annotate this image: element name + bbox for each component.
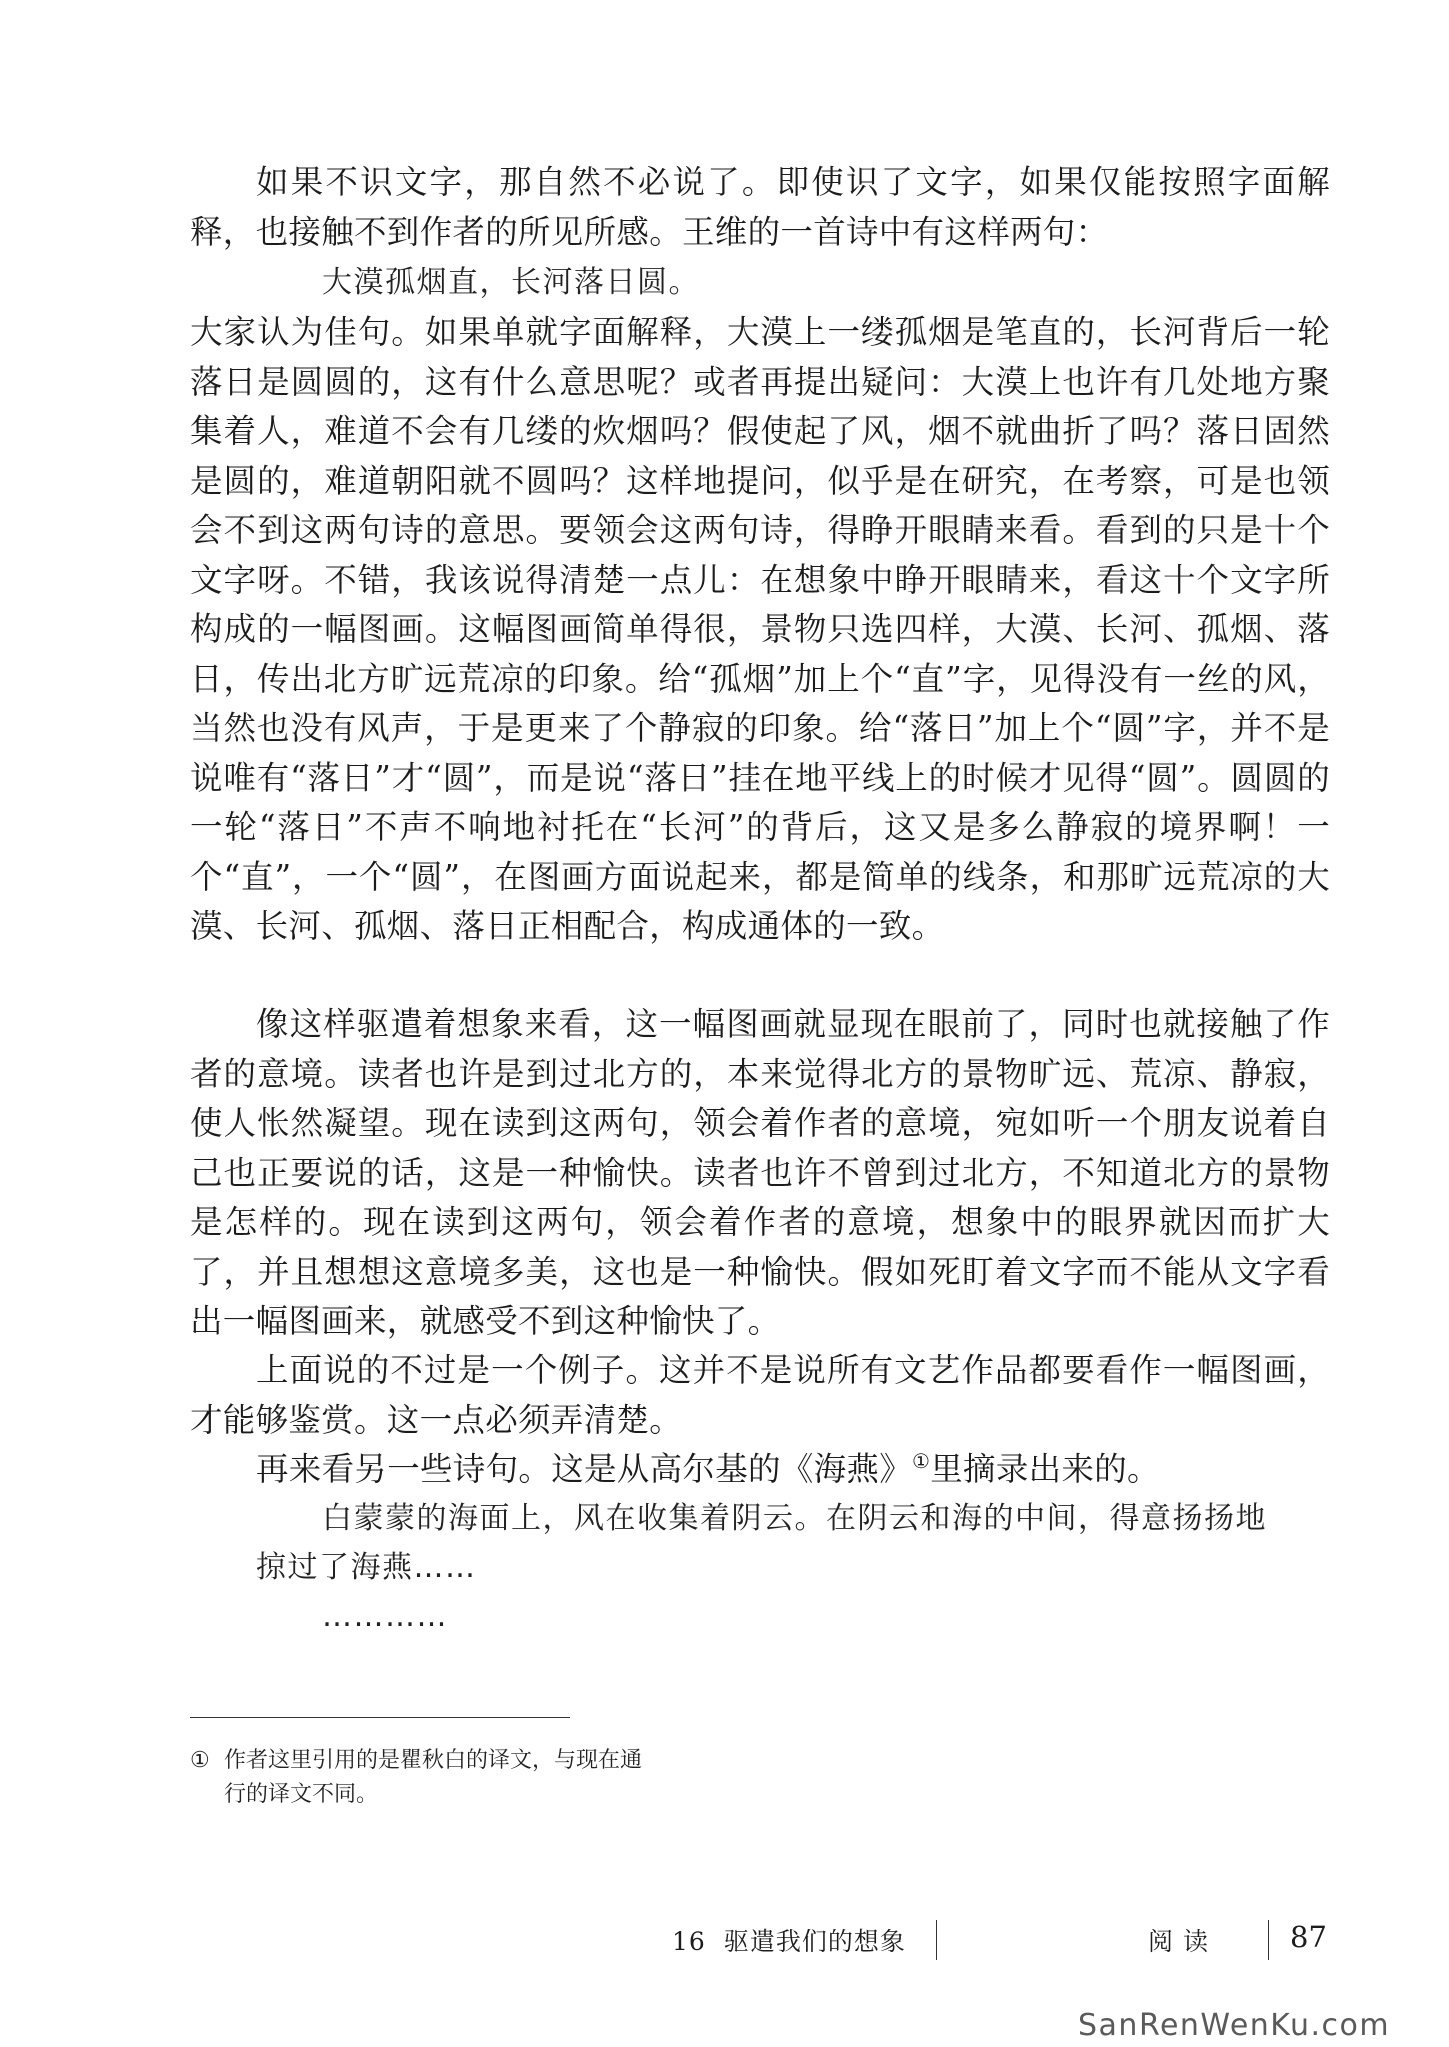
footnote-divider xyxy=(190,1717,570,1718)
poem-quote: 大漠孤烟直，长河落日圆。 xyxy=(322,265,700,300)
excerpt-line-1: 白蒙蒙的海面上，风在收集着阴云。在阴云和海的中间，得意扬扬地 xyxy=(322,1501,1267,1536)
page-number: 87 xyxy=(1290,1920,1327,1954)
footer-lesson-number: 16 xyxy=(672,1927,706,1956)
paragraph-1: 如果不识文字，那自然不必说了。即使识了文字，如果仅能按照字面解释，也接触不到作者的所见所感。王维的一首诗中有这样两句： xyxy=(190,163,1330,251)
footnote-marker: ① xyxy=(190,1748,210,1773)
watermark: SanRenWenKu.com xyxy=(1078,2008,1391,2043)
footnote xyxy=(190,1744,750,1812)
footer-lesson xyxy=(672,1922,906,1958)
footnote-reference[interactable]: ① xyxy=(912,1449,931,1474)
footer-lesson-title: 驱遣我们的想象 xyxy=(723,1927,906,1956)
page-footer xyxy=(0,1920,1449,1960)
paragraph-5-text-after: 里摘录出来的。 xyxy=(930,1450,1160,1488)
paragraph-3: 像这样驱遣着想象来看，这一幅图画就显现在眼前了，同时也就接触了作者的意境。读者也许是到过北方的，本来觉得北方的景物旷远、荒凉、静寂，使人怅然凝望。现在读到这两句，领会着作者的意境，宛如听一个朋友说着自己也正要说的话，这是一种愉快。读者也许不曾到过北方，不知道北方的景物是怎样的。现在读到这两句，领会着作者的意境，想象中的眼界就因而扩大了，并且想想这意境多美，这也是一种愉快。假如死盯着文字而不能从文字看出一幅图画来，就感受不到这种愉快了。 xyxy=(190,1005,1330,1340)
paragraph-5 xyxy=(190,1445,1330,1495)
paragraph-2: 大家认为佳句。如果单就字面解释，大漠上一缕孤烟是笔直的，长河背后一轮落日是圆圆的，这有什么意思呢？或者再提出疑问：大漠上也许有几处地方聚集着人，难道不会有几缕的炊烟吗？假使起了风，烟不就曲折了吗？落日固然是圆的，难道朝阳就不圆吗？这样地提问，似乎是在研究，在考察，可是也领会不到这两句诗的意思。要领会这两句诗，得睁开眼睛来看。看到的只是十个文字呀。不错，我该说得清楚一点儿：在想象中睁开眼睛来，看这十个文字所构成的一幅图画。这幅图画简单得很，景物只选四样，大漠、长河、孤烟、落日，传出北方旷远荒凉的印象。给“孤烟”加上个“直”字，见得没有一丝的风，当然也没有风声，于是更来了个静寂的印象。给“落日”加上个“圆”字，并不是说唯有“落日”才“圆”，而是说“落日”挂在地平线上的时候才见得“圆”。圆圆的一轮“落日”不声不响地衬托在“长河”的背后，这又是多么静寂的境界啊！一个“直”，一个“圆”，在图画方面说起来，都是简单的线条，和那旷远荒凉的大漠、长河、孤烟、落日正相配合，构成通体的一致。 xyxy=(190,313,1330,945)
paragraph-4: 上面说的不过是一个例子。这并不是说所有文艺作品都要看作一幅图画，才能够鉴赏。这一点必须弄清楚。 xyxy=(190,1351,1330,1439)
excerpt-ellipsis: ………… xyxy=(322,1599,448,1634)
footer-divider-right xyxy=(1268,1920,1269,1960)
footnote-line-1: 作者这里引用的是瞿秋白的译文，与现在通 xyxy=(224,1748,643,1773)
excerpt-line-2: 掠过了海燕…… xyxy=(256,1550,477,1585)
paragraph-5-text-before: 再来看另一些诗句。这是从高尔基的《海燕》 xyxy=(256,1450,913,1488)
footnote-line-2: 行的译文不同。 xyxy=(224,1782,379,1807)
footer-section-label: 阅读 xyxy=(1148,1927,1219,1956)
footer-divider-left xyxy=(936,1920,937,1960)
